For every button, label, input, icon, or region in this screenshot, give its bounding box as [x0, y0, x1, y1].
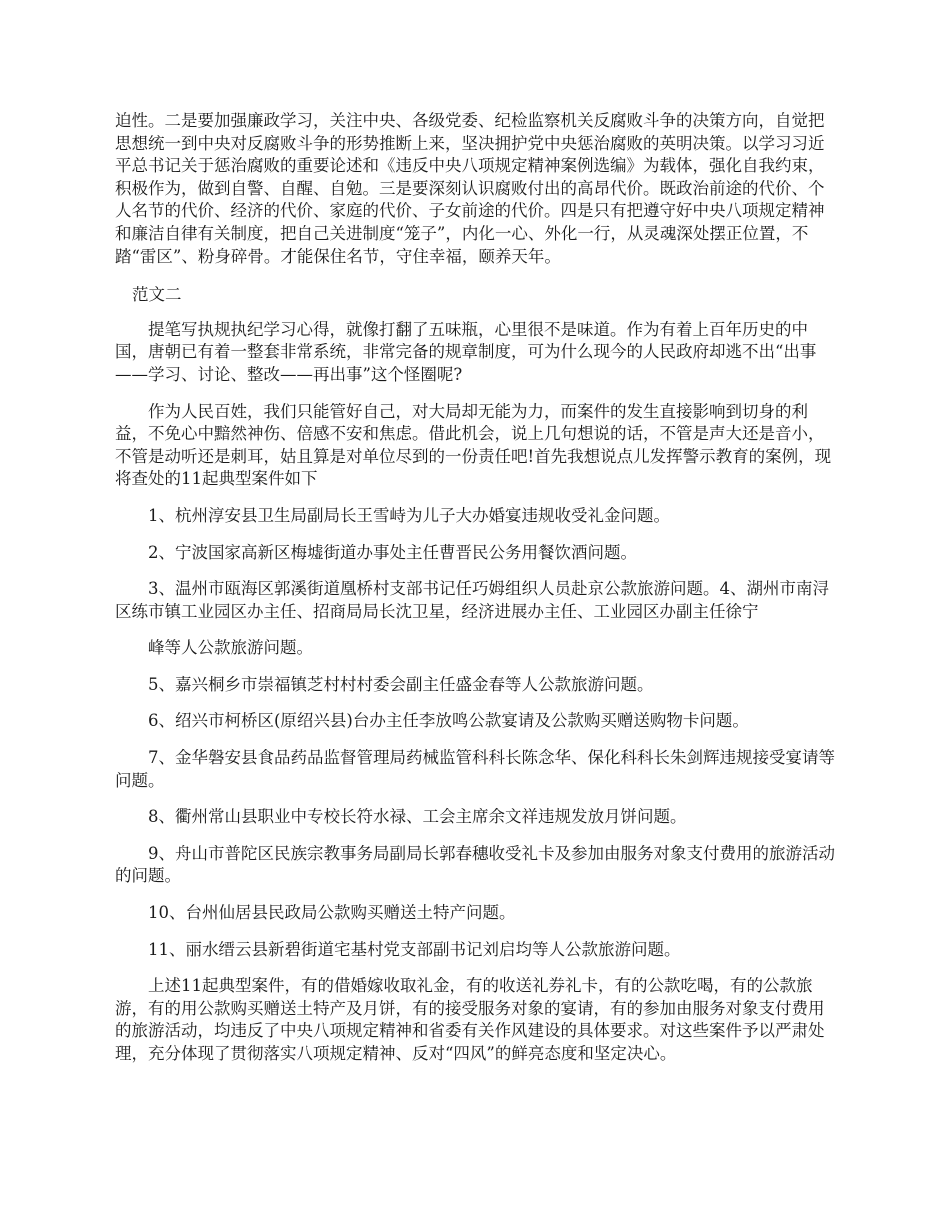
- case-item-9: 9、舟山市普陀区民族宗教事务局副局长郭春穗收受礼卡及参加由服务对象支付费用的旅游活动的问题。: [115, 843, 835, 886]
- summary-paragraph: 上述11起典型案件，有的借婚嫁收取礼金，有的收送礼券礼卡，有的公款吃喝，有的公款旅游，有的用公款购买赠送土特产及月饼，有的接受服务对象的宴请，有的参加由服务对象支付费用的旅游活动，均违反了中央八项规定精神和省委有关作风建设的具体要求。对这些案件予以严肃处理，充分体现了贯彻落实八项规定精神、反对“四风”的鲜亮态度和坚定决心。: [115, 976, 825, 1063]
- section-title: 范文二: [132, 285, 182, 305]
- case-item-6: 6、绍兴市柯桥区(原绍兴县)台办主任李放鸣公款宴请及公款购买赠送购物卡问题。: [148, 711, 749, 731]
- case-item-11: 11、丽水缙云县新碧街道宅基村党支部副书记刘启均等人公款旅游问题。: [148, 939, 681, 959]
- case-item-8: 8、衢州常山县职业中专校长符水禄、工会主席余文祥违规发放月饼问题。: [148, 807, 687, 827]
- paragraph-2: 作为人民百姓，我们只能管好自己，对大局却无能为力，而案件的发生直接影响到切身的利益，不免心中黯然神伤、倍感不安和焦虑。借此机会，说上几句想说的话，不管是声大还是音小，不管是动听还是刺耳，姑且算是对单位尽到的一份责任吧!首先我想说点儿发挥警示教育的案例，现将查处的11起典型案件如下: [115, 401, 832, 489]
- case-item-3-4: 3、温州市瓯海区郭溪街道凰桥村支部书记任巧姆组织人员赴京公款旅游问题。4、湖州市南浔区练市镇工业园区办主任、招商局局长沈卫星，经济进展办主任、工业园区办副主任徐宁: [115, 579, 829, 621]
- case-item-4-continued: 峰等人公款旅游问题。: [148, 638, 313, 658]
- paragraph-1: 提笔写执规执纪学习心得，就像打翻了五味瓶，心里很不是味道。作为有着上百年历史的中国，唐朝已有着一整套非常系统，非常完备的规章制度，可为什么现今的人民政府却逃不出“出事——学习、讨论、整改——再出事”这个怪圈呢?: [115, 319, 817, 384]
- case-item-5: 5、嘉兴桐乡市崇福镇芝村村村委会副主任盛金春等人公款旅游问题。: [148, 674, 654, 694]
- case-item-7: 7、金华磐安县食品药品监督管理局药械监管科科长陈念华、保化科科长朱剑辉违规接受宴请等问题。: [115, 748, 835, 790]
- case-item-10: 10、台州仙居县民政局公款购买赠送土特产问题。: [148, 903, 516, 923]
- case-item-2: 2、宁波国家高新区梅墟街道办事处主任曹晋民公务用餐饮酒问题。: [148, 542, 637, 562]
- case-item-1: 1、杭州淳安县卫生局副局长王雪峙为儿子大办婚宴违规收受礼金问题。: [148, 505, 670, 525]
- intro-paragraph: 迫性。二是要加强廉政学习，关注中央、各级党委、纪检监察机关反腐败斗争的决策方向，自觉把思想统一到中央对反腐败斗争的形势推断上来，坚决拥护党中央惩治腐败的英明决策。以学习习近平总书记关于惩治腐败的重要论述和《违反中央八项规定精神案例选编》为载体，强化自我约束，积极作为，做到自警、自醒、自勉。三是要深刻认识腐败付出的高昂代价。既政治前途的代价、个人名节的代价、经济的代价、家庭的代价、子女前途的代价。四是只有把遵守好中央八项规定精神和廉洁自律有关制度，把自己关进制度“笼子”，内化一心、外化一行，从灵魂深处摆正位置，不踏“雷区”、粉身碎骨。才能保住名节，守住幸福，颐养天年。: [115, 111, 825, 266]
- document-page: [115, 110, 840, 1066]
